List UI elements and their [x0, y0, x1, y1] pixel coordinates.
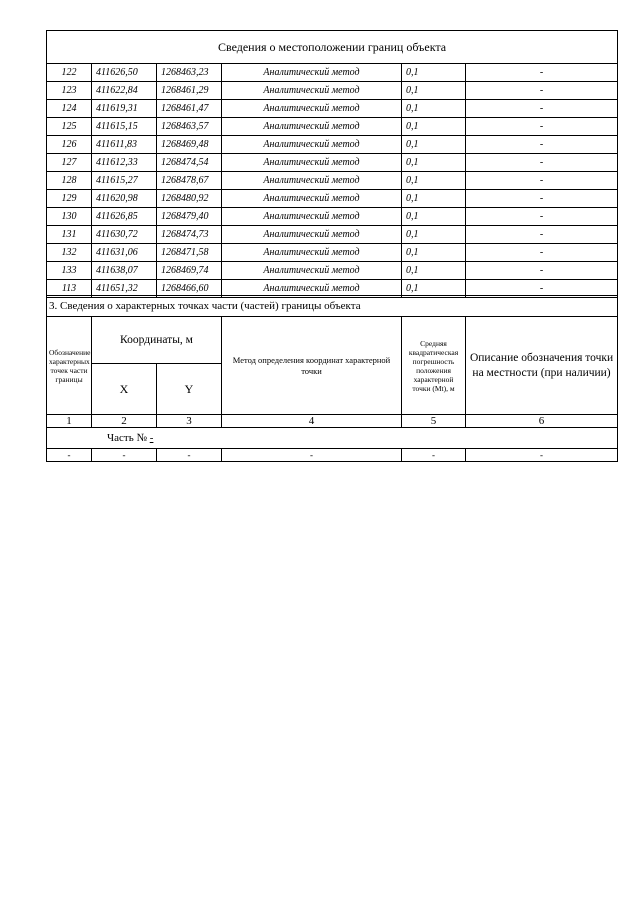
table-row	[47, 208, 618, 226]
point-number: 133	[47, 262, 92, 280]
column-number: 2	[92, 415, 157, 428]
table-row	[47, 154, 618, 172]
empty-cell: -	[466, 449, 618, 462]
point-number: 125	[47, 118, 92, 136]
method: Аналитический метод	[222, 82, 402, 100]
method: Аналитический метод	[222, 136, 402, 154]
column-number: 5	[402, 415, 466, 428]
boundary-location-table	[46, 30, 618, 298]
coord-y: 1268469,48	[157, 136, 222, 154]
coord-y: 1268474,73	[157, 226, 222, 244]
column-number: 6	[466, 415, 618, 428]
point-number: 129	[47, 190, 92, 208]
description: -	[466, 208, 618, 226]
mt-value: 0,1	[402, 262, 466, 280]
part-points-table	[46, 295, 618, 462]
point-number: 131	[47, 226, 92, 244]
column-number: 3	[157, 415, 222, 428]
description: -	[466, 172, 618, 190]
point-number: 124	[47, 100, 92, 118]
header-mt: Средняя квадратическая погрешность положения характерной точки (Mt), м	[402, 317, 466, 415]
coord-y: 1268474,54	[157, 154, 222, 172]
coord-x: 411622,84	[92, 82, 157, 100]
method: Аналитический метод	[222, 208, 402, 226]
mt-value: 0,1	[402, 136, 466, 154]
mt-value: 0,1	[402, 208, 466, 226]
point-number: 130	[47, 208, 92, 226]
table-row	[47, 136, 618, 154]
method: Аналитический метод	[222, 154, 402, 172]
coord-x: 411615,15	[92, 118, 157, 136]
part-label: Часть №	[107, 432, 147, 444]
description: -	[466, 118, 618, 136]
method: Аналитический метод	[222, 226, 402, 244]
mt-value: 0,1	[402, 280, 466, 298]
coord-y: 1268466,60	[157, 280, 222, 298]
header-point: Обозначение характерных точек части границы	[47, 317, 92, 415]
point-number: 128	[47, 172, 92, 190]
coord-y: 1268461,29	[157, 82, 222, 100]
table-row	[47, 82, 618, 100]
header-y: Y	[157, 364, 222, 415]
method: Аналитический метод	[222, 100, 402, 118]
empty-cell: -	[157, 449, 222, 462]
column-numbers-row	[47, 415, 618, 428]
method: Аналитический метод	[222, 244, 402, 262]
coord-y: 1268463,23	[157, 64, 222, 82]
coord-y: 1268463,57	[157, 118, 222, 136]
coord-x: 411651,32	[92, 280, 157, 298]
empty-cell: -	[222, 449, 402, 462]
part-label-cell	[47, 428, 618, 449]
coord-x: 411638,07	[92, 262, 157, 280]
coord-x: 411626,85	[92, 208, 157, 226]
point-number: 126	[47, 136, 92, 154]
description: -	[466, 226, 618, 244]
coord-x: 411611,83	[92, 136, 157, 154]
mt-value: 0,1	[402, 226, 466, 244]
point-number: 113	[47, 280, 92, 298]
mt-value: 0,1	[402, 154, 466, 172]
header-x: X	[92, 364, 157, 415]
coord-x: 411630,72	[92, 226, 157, 244]
description: -	[466, 64, 618, 82]
header-desc: Описание обозначения точки на местности (при наличии)	[466, 317, 618, 415]
part-value: -	[149, 432, 154, 444]
coord-y: 1268479,40	[157, 208, 222, 226]
empty-cell: -	[47, 449, 92, 462]
column-number: 1	[47, 415, 92, 428]
coord-x: 411612,33	[92, 154, 157, 172]
header-coords: Координаты, м	[92, 317, 222, 364]
mt-value: 0,1	[402, 172, 466, 190]
coord-y: 1268480,92	[157, 190, 222, 208]
table-row	[47, 100, 618, 118]
mt-value: 0,1	[402, 244, 466, 262]
coord-y: 1268461,47	[157, 100, 222, 118]
point-number: 122	[47, 64, 92, 82]
description: -	[466, 154, 618, 172]
method: Аналитический метод	[222, 280, 402, 298]
description: -	[466, 280, 618, 298]
coord-x: 411626,50	[92, 64, 157, 82]
description: -	[466, 136, 618, 154]
point-number: 127	[47, 154, 92, 172]
mt-value: 0,1	[402, 64, 466, 82]
table-row	[47, 118, 618, 136]
point-number: 123	[47, 82, 92, 100]
table-row	[47, 262, 618, 280]
description: -	[466, 100, 618, 118]
table-row	[47, 244, 618, 262]
column-number: 4	[222, 415, 402, 428]
method: Аналитический метод	[222, 190, 402, 208]
table-row	[47, 226, 618, 244]
description: -	[466, 190, 618, 208]
description: -	[466, 82, 618, 100]
method: Аналитический метод	[222, 262, 402, 280]
mt-value: 0,1	[402, 118, 466, 136]
coord-x: 411631,06	[92, 244, 157, 262]
empty-cell: -	[92, 449, 157, 462]
coord-x: 411615,27	[92, 172, 157, 190]
mt-value: 0,1	[402, 190, 466, 208]
coord-y: 1268469,74	[157, 262, 222, 280]
coord-y: 1268478,67	[157, 172, 222, 190]
description: -	[466, 244, 618, 262]
table-row	[47, 64, 618, 82]
coord-x: 411619,31	[92, 100, 157, 118]
empty-cell: -	[402, 449, 466, 462]
mt-value: 0,1	[402, 82, 466, 100]
section-title: Сведения о местоположении границ объекта	[47, 31, 618, 64]
header-method: Метод определения координат характерной точки	[222, 317, 402, 415]
description: -	[466, 262, 618, 280]
coord-y: 1268471,58	[157, 244, 222, 262]
method: Аналитический метод	[222, 172, 402, 190]
mt-value: 0,1	[402, 100, 466, 118]
method: Аналитический метод	[222, 64, 402, 82]
empty-row	[47, 449, 618, 462]
section3-title: 3. Сведения о характерных точках части (частей) границы объекта	[47, 296, 618, 317]
coord-x: 411620,98	[92, 190, 157, 208]
table-row	[47, 172, 618, 190]
point-number: 132	[47, 244, 92, 262]
method: Аналитический метод	[222, 118, 402, 136]
table-row	[47, 190, 618, 208]
